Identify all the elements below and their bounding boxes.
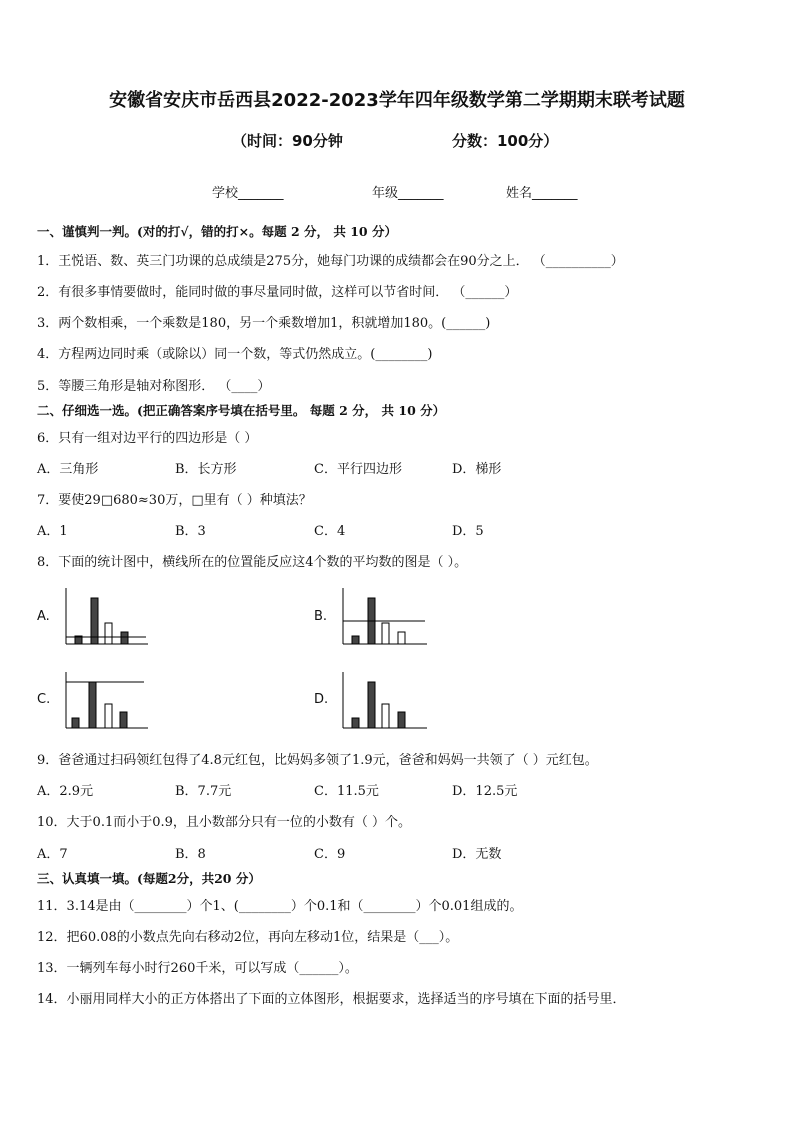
bar-4 xyxy=(120,712,127,728)
section-1-heading: 一、谨慎判一判。(对的打√，错的打×。每题 2 分， 共 10 分） xyxy=(37,224,397,239)
school-field: 学校_______ xyxy=(212,186,284,201)
question-1: 1．王悦语、数、英三门功课的总成绩是275分，她每门功课的成绩都会在90分之上． （__________） xyxy=(37,254,624,269)
bar-1 xyxy=(352,636,359,644)
question-14: 14．小丽用同样大小的正方体搭出了下面的立体图形，根据要求，选择适当的序号填在下面的括号里． xyxy=(37,992,626,1007)
q8-label-c: C. xyxy=(37,692,51,707)
q8-chart-d xyxy=(337,670,429,732)
bar-2 xyxy=(368,682,375,728)
section-3-heading: 三、认真填一填。(每题2分，共20 分） xyxy=(37,871,261,886)
q6-option-b: B．长方形 xyxy=(175,462,237,477)
bar-4 xyxy=(398,632,405,644)
q10-option-c: C．9 xyxy=(314,847,346,862)
question-10: 10．大于0.1而小于0.9，且小数部分只有一位的小数有（ ）个。 xyxy=(37,815,412,830)
question-13: 13．一辆列车每小时行260千米，可以写成（______）。 xyxy=(37,961,358,976)
q8-label-a: A. xyxy=(37,609,50,624)
q7-option-c: C．4 xyxy=(314,524,346,539)
q6-option-c: C．平行四边形 xyxy=(314,462,402,477)
q7-option-d: D．5 xyxy=(452,524,484,539)
question-7: 7．要使29□680≈30万，□里有（ ）种填法？ xyxy=(37,493,312,508)
bar-1 xyxy=(72,718,79,728)
question-4: 4．方程两边同时乘（或除以）同一个数，等式仍然成立。(________) xyxy=(37,347,433,362)
bar-4 xyxy=(398,712,405,728)
question-11: 11．3.14是由（________）个1、(________）个0.1和（________）个0.01组成的。 xyxy=(37,899,523,914)
bar-3 xyxy=(382,623,389,644)
bar-3 xyxy=(105,704,112,728)
q9-option-d: D．12.5元 xyxy=(452,784,518,799)
q9-option-b: B．7.7元 xyxy=(175,784,232,799)
grade-field: 年级_______ xyxy=(372,186,444,201)
exam-time: （时间：90分钟 xyxy=(232,132,343,150)
question-3: 3．两个数相乘，一个乘数是180，另一个乘数增加1，积就增加180。(______) xyxy=(37,316,491,331)
bar-2 xyxy=(89,682,96,728)
q10-option-b: B．8 xyxy=(175,847,206,862)
q8-chart-b xyxy=(337,586,429,648)
q10-option-d: D．无数 xyxy=(452,847,502,862)
question-5: 5．等腰三角形是轴对称图形． （____） xyxy=(37,379,271,394)
page-title: 安徽省安庆市岳西县2022-2023学年四年级数学第二学期期末联考试题 xyxy=(109,90,685,111)
q6-option-d: D．梯形 xyxy=(452,462,502,477)
question-8: 8．下面的统计图中，横线所在的位置能反应这4个数的平均数的图是（ ）。 xyxy=(37,555,468,570)
bar-3 xyxy=(105,623,112,644)
q7-option-a: A．1 xyxy=(37,524,68,539)
section-2-heading: 二、仔细选一选。(把正确答案序号填在括号里。 每题 2 分， 共 10 分） xyxy=(37,403,446,418)
question-2: 2．有很多事情要做时，能同时做的事尽量同时做，这样可以节省时间． （______） xyxy=(37,285,518,300)
question-6: 6．只有一组对边平行的四边形是（ ） xyxy=(37,431,258,446)
q8-label-b: B. xyxy=(314,609,328,624)
q9-option-c: C．11.5元 xyxy=(314,784,379,799)
question-12: 12．把60.08的小数点先向右移动2位，再向左移动1位，结果是（___）。 xyxy=(37,930,459,945)
q8-chart-c xyxy=(60,670,150,732)
name-field: 姓名_______ xyxy=(506,186,578,201)
bar-1 xyxy=(352,718,359,728)
q6-option-a: A．三角形 xyxy=(37,462,99,477)
bar-4 xyxy=(121,632,128,644)
question-9: 9．爸爸通过扫码领红包得了4.8元红包，比妈妈多领了1.9元，爸爸和妈妈一共领了（ ）元红包。 xyxy=(37,753,598,768)
q10-option-a: A．7 xyxy=(37,847,68,862)
q8-label-d: D. xyxy=(314,692,329,707)
exam-score: 分数：100分） xyxy=(452,132,559,150)
q9-option-a: A．2.9元 xyxy=(37,784,94,799)
q8-chart-a xyxy=(60,586,150,648)
q7-option-b: B．3 xyxy=(175,524,206,539)
bar-3 xyxy=(382,704,389,728)
